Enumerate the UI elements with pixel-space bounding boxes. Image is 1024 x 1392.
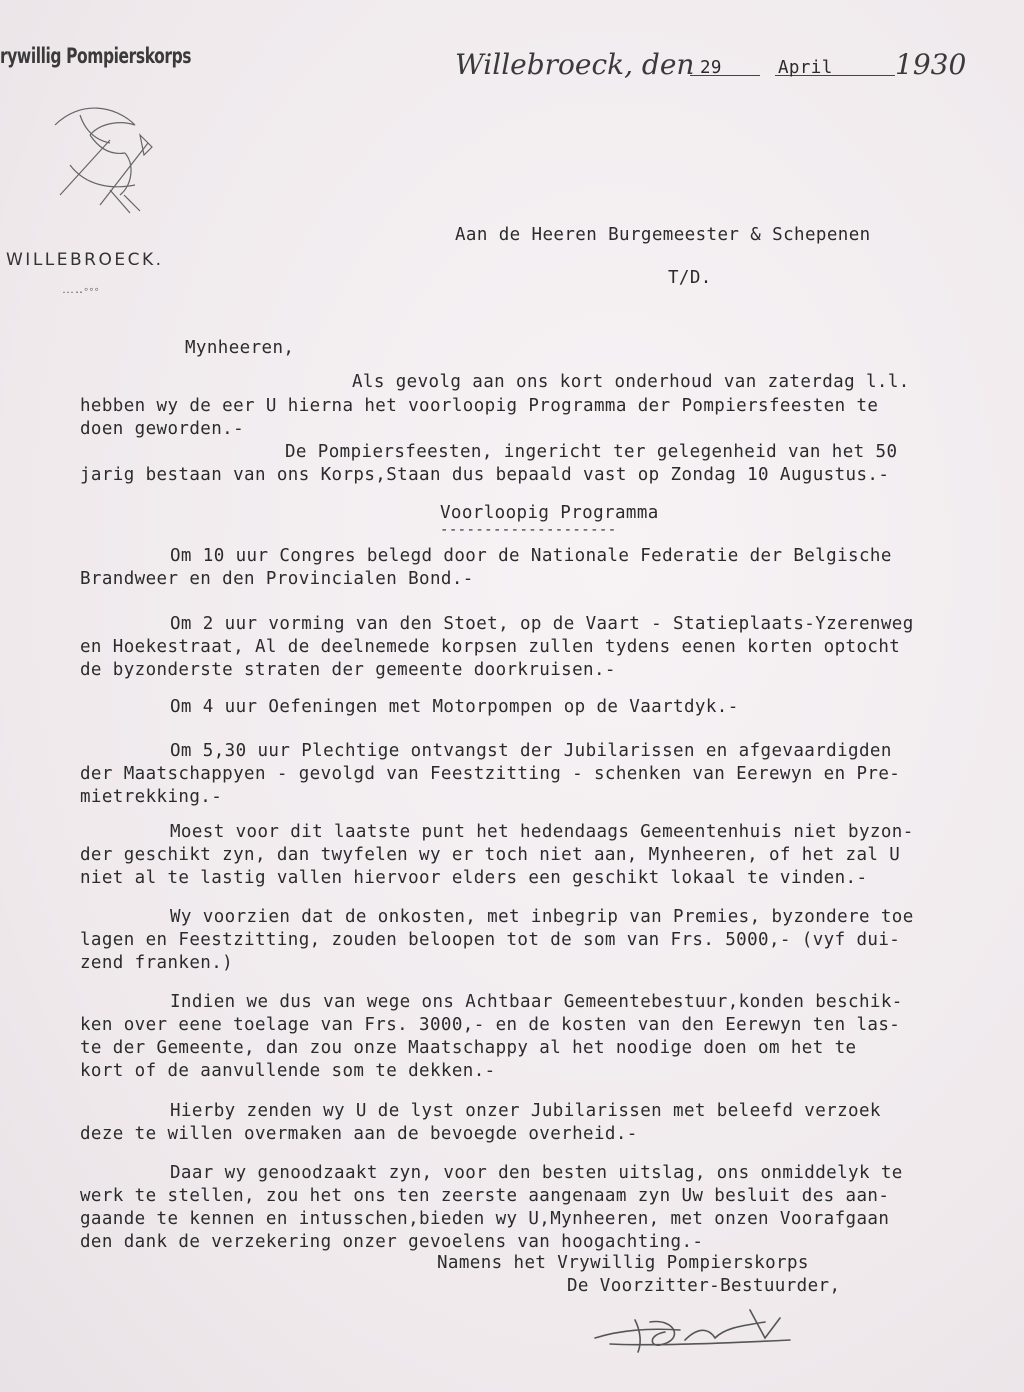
closing-line-1: Namens het Vrywillig Pompierskorps [437,1253,809,1273]
paragraph-line: Daar wy genoodzaakt zyn, voor den besten uitslag, ons onmiddelyk te [170,1163,903,1183]
paragraph-line: gaande te kennen en intusschen,bieden wy U,Mynheeren, met onzen Voorafgaan [80,1209,890,1229]
paragraph-line: den dank de verzekering onzer gevoelens van hoogachting.- [80,1232,704,1252]
paragraph-line: ken over eene toelage van Frs. 3000,- en de kosten van den Eerewyn ten las- [80,1015,901,1035]
paragraph-line: de byzonderste straten der gemeente doorkruisen.- [80,660,616,680]
paragraph-line: Moest voor dit laatste punt het hedendaags Gemeentenhuis niet byzon- [170,822,914,842]
paragraph-line: Om 10 uur Congres belegd door de Nationale Federatie der Belgische [170,546,892,566]
salutation: Mynheeren, [185,338,295,358]
paragraph-line: Wy voorzien dat de onkosten, met inbegrip van Premies, byzondere toe [170,907,914,927]
intro-line: Als gevolg aan ons kort onderhoud van zaterdag l.l. [352,372,910,392]
intro-line: doen geworden.- [80,419,245,439]
intro-line: hebben wy de eer U hierna het voorloopig Programma der Pompiersfeesten te [80,396,879,416]
signature-icon [590,1300,810,1360]
intro-line: jarig bestaan van ons Korps,Staan dus bepaald vast op Zondag 10 Augustus.- [80,465,890,485]
paragraph-line: niet al te lastig vallen hiervoor elders een geschikt lokaal te vinden.- [80,868,868,888]
paragraph-line: Hierby zenden wy U de lyst onzer Jubilarissen met beleefd verzoek [170,1101,881,1121]
paragraph-line: Om 5,30 uur Plechtige ontvangst der Jubilarissen en afgevaardigden [170,741,892,761]
dateline-day: 29 [700,58,722,78]
paragraph-line: Om 4 uur Oefeningen met Motorpompen op de Vaartdyk.- [170,697,739,717]
dateline-city: Willebroeck, den [455,48,695,81]
letterhead-name: rywillig Pompierskorps [0,44,192,68]
letterhead-ornament: …‥◦◦◦ [62,282,100,296]
paragraph-line: kort of de aanvullende som te dekken.- [80,1061,496,1081]
paragraph-line: lagen en Feestzitting, zouden beloopen tot de som van Frs. 5000,- (vyf dui- [80,930,901,950]
paragraph-line: der geschikt zyn, dan twyfelen wy er toch niet aan, Mynheeren, of het zal U [80,845,901,865]
dateline-month: April [778,58,833,78]
program-title-rule: -------------------- [440,522,617,538]
dateline-year: 1930 [895,48,967,81]
intro-line: De Pompiersfeesten, ingericht ter gelegenheid van het 50 [285,442,898,462]
paragraph-line: werk te stellen, zou het ons ten zeerste aangenaam zyn Uw besluit des aan- [80,1186,890,1206]
paragraph-line: mietrekking.- [80,787,223,807]
program-title: Voorloopig Programma [440,503,659,523]
dateline [455,48,694,81]
addressee-line-2: T/D. [668,268,712,288]
paragraph-line: zend franken.) [80,953,234,973]
letterhead-place: WILLEBROECK. [6,250,164,270]
paragraph-line: deze te willen overmaken aan de bevoegde overheid.- [80,1124,638,1144]
closing-line-2: De Voorzitter-Bestuurder, [567,1276,841,1296]
addressee-line-1: Aan de Heeren Burgemeester & Schepenen [455,225,871,245]
paragraph-line: Indien we dus van wege ons Achtbaar Gemeentebestuur,konden beschik- [170,992,903,1012]
paragraph-line: Brandweer en den Provincialen Bond.- [80,569,474,589]
paragraph-line: Om 2 uur vorming van den Stoet, op de Vaart - Statieplaats-Yzerenweg [170,614,914,634]
paragraph-line: en Hoekestraat, Al de deelnemede korpsen zullen tydens eenen korten optocht [80,637,901,657]
paragraph-line: der Maatschappyen - gevolgd van Feestzitting - schenken van Eerewyn en Pre- [80,764,901,784]
fire-brigade-emblem-icon [40,95,170,225]
paragraph-line: te der Gemeente, dan zou onze Maatschappy al het noodige doen om het te [80,1038,857,1058]
